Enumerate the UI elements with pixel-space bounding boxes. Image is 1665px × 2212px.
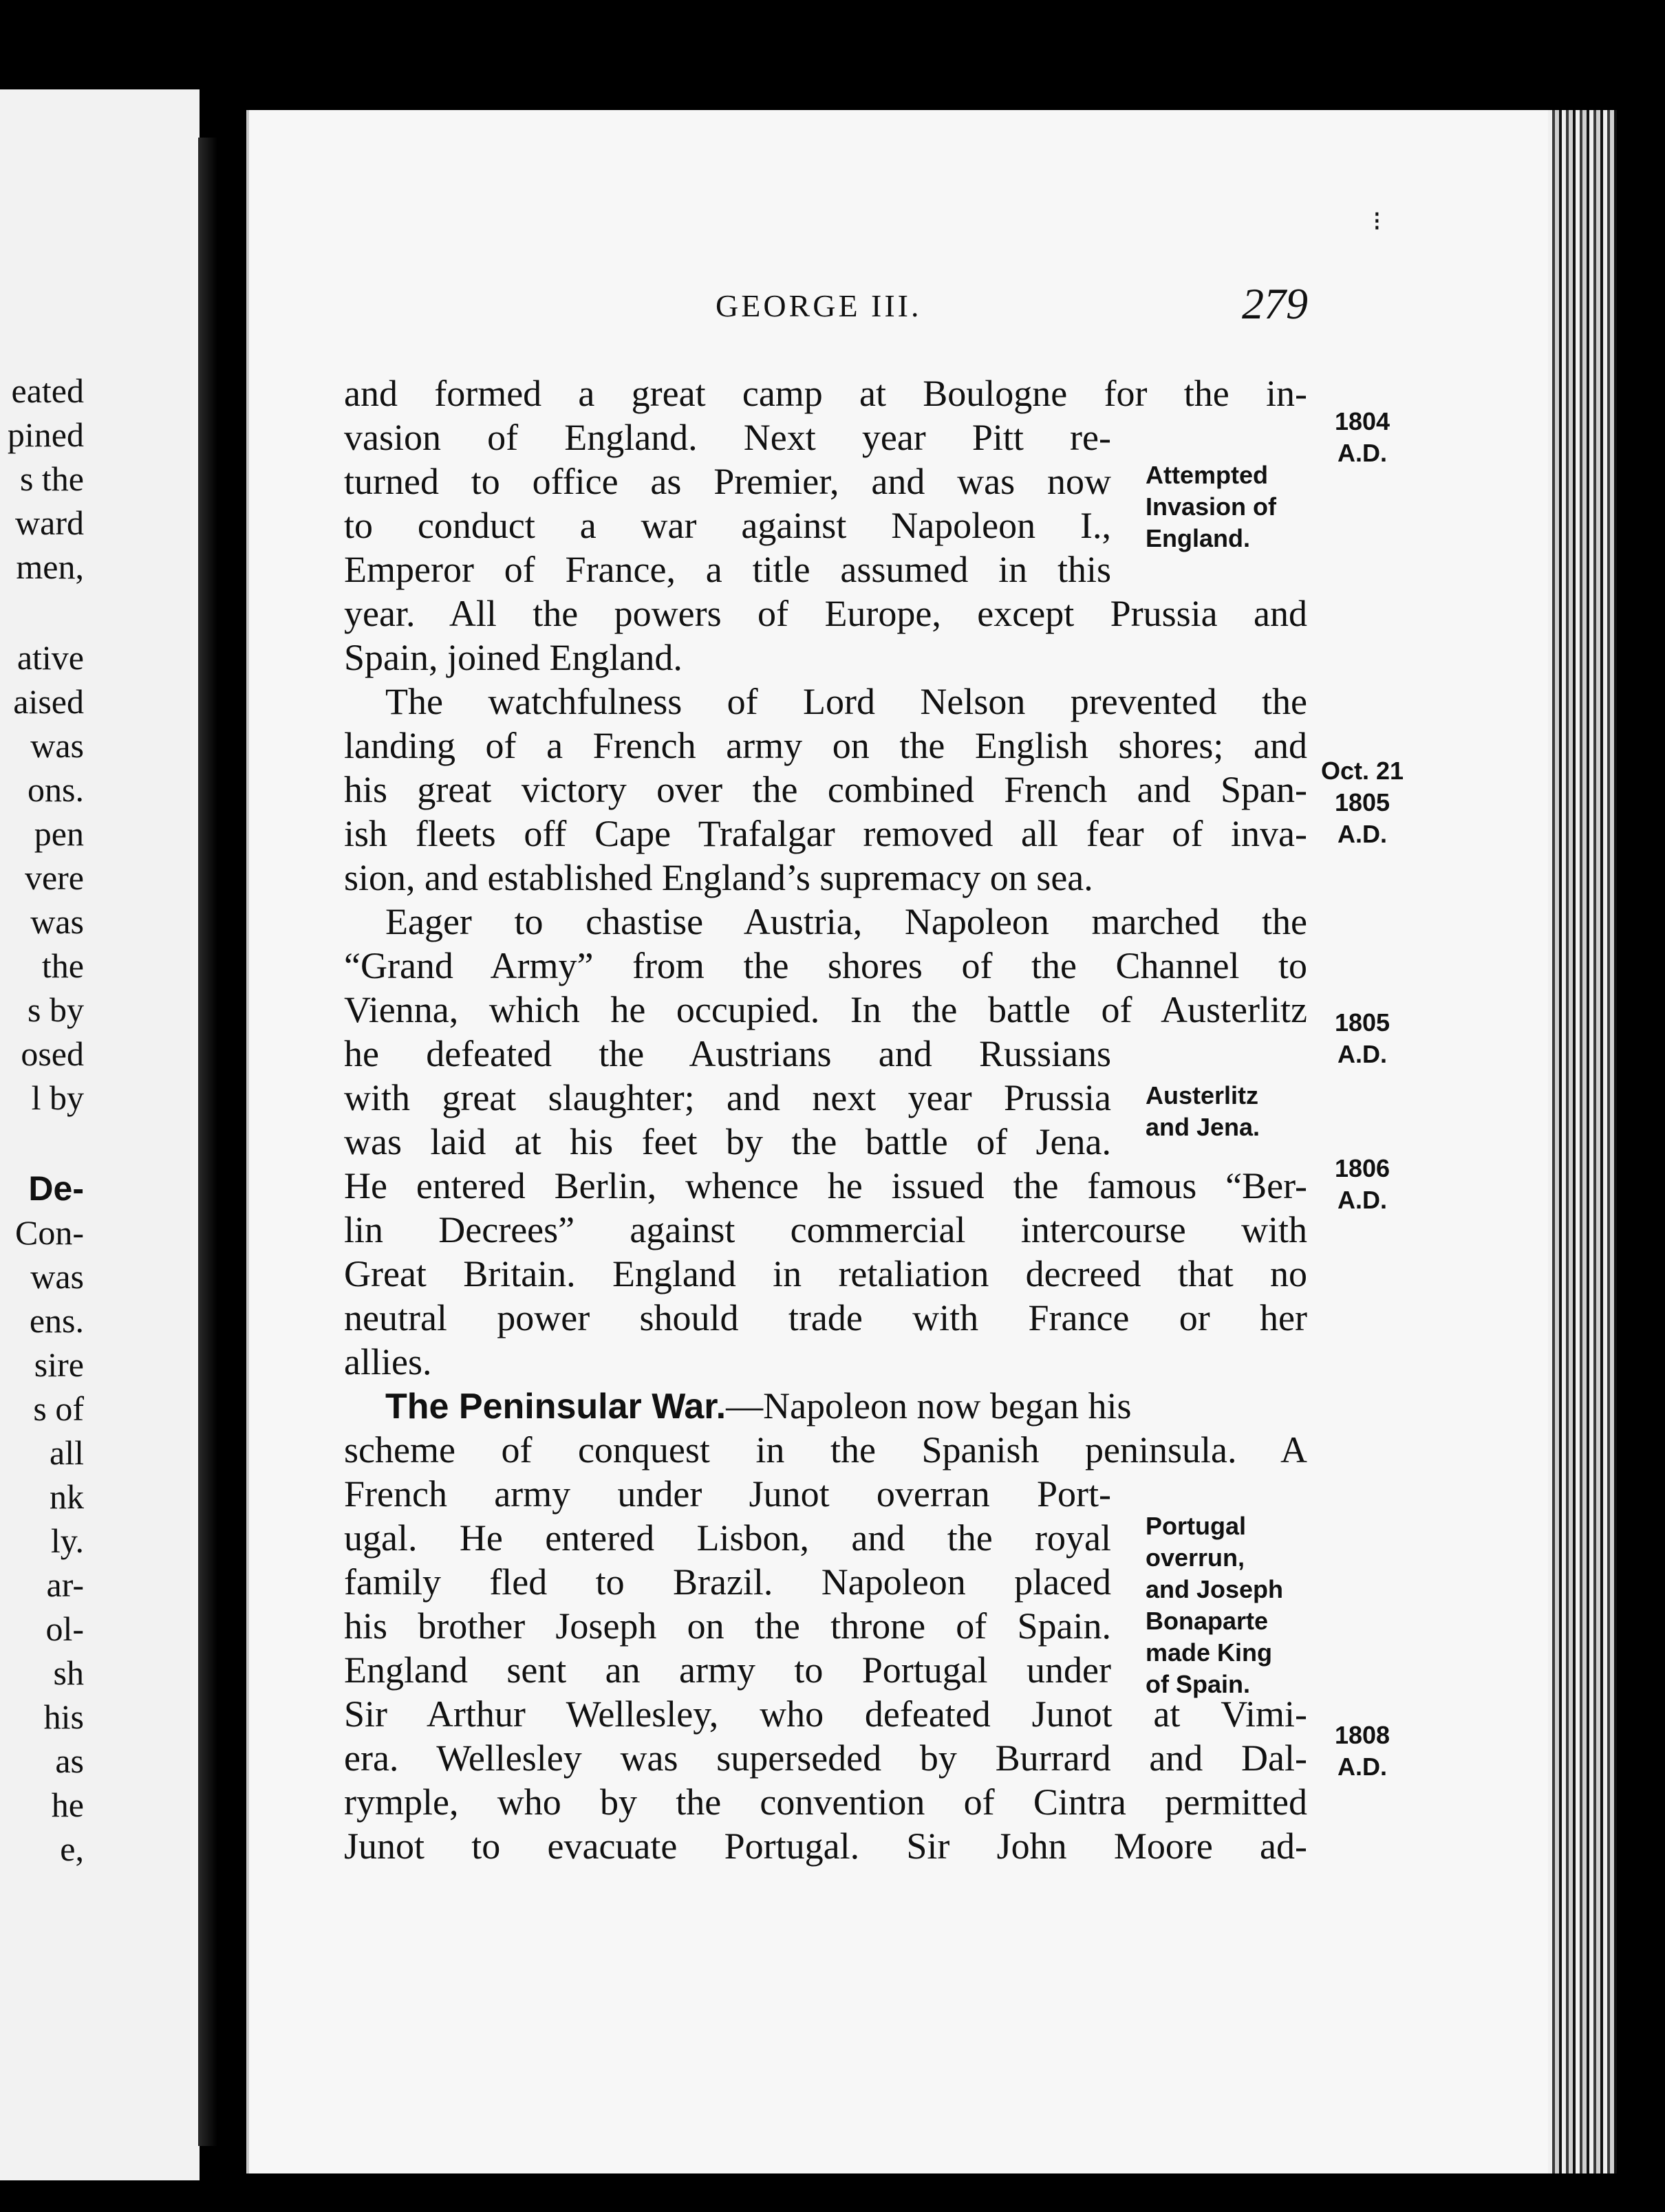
left-fragment: Con- — [15, 1213, 84, 1252]
left-fragment: as — [55, 1742, 84, 1780]
left-fragment: nk — [50, 1477, 84, 1516]
left-fragment: pined — [7, 415, 84, 454]
body-line: England sent an army to Portugal under — [344, 1649, 1111, 1691]
left-fragment: aised — [13, 682, 84, 721]
body-line: Spain, joined England. — [344, 637, 683, 678]
left-fragment: De- — [28, 1169, 84, 1208]
margin-date: Oct. 21 — [1320, 757, 1404, 785]
margin-date: A.D. — [1338, 1186, 1387, 1214]
left-fragment: ens. — [29, 1301, 84, 1340]
left-fragment: ons. — [28, 770, 84, 809]
left-fragment: eated — [11, 371, 84, 410]
book-gutter — [198, 138, 246, 2146]
page-edges — [1548, 110, 1617, 2173]
left-fragment: ol- — [45, 1609, 84, 1648]
left-fragment: he — [51, 1786, 84, 1824]
body-line: rymple, who by the convention of Cintra permitted — [344, 1781, 1307, 1823]
left-fragment: pen — [34, 814, 84, 853]
left-fragment: ward — [15, 503, 84, 542]
left-fragment: was — [30, 902, 84, 941]
left-fragment: ative — [17, 638, 84, 677]
left-fragment: s the — [19, 459, 84, 498]
left-fragment: l by — [31, 1078, 84, 1117]
margin-date: A.D. — [1338, 439, 1387, 467]
margin-note: England. — [1146, 524, 1250, 552]
body-line: to conduct a war against Napoleon I., — [344, 505, 1111, 546]
margin-date: 1804 — [1334, 407, 1390, 435]
body-line: his brother Joseph on the throne of Spain. — [344, 1605, 1111, 1647]
body-line: allies. — [344, 1341, 432, 1382]
margin-date: 1805 — [1334, 788, 1390, 816]
left-fragment: sire — [34, 1345, 84, 1384]
body-line: Eager to chastise Austria, Napoleon marched the — [385, 901, 1307, 942]
margin-note: Portugal — [1146, 1512, 1247, 1540]
left-fragment: ar- — [46, 1565, 84, 1604]
body-line: Junot to evacuate Portugal. Sir John Moore ad- — [344, 1825, 1307, 1867]
body-line: era. Wellesley was superseded by Burrard and Dal- — [344, 1737, 1307, 1779]
left-fragment: his — [43, 1698, 84, 1736]
scan-speck: ⁝ — [1373, 206, 1382, 237]
body-line: Vienna, which he occupied. In the battle of Austerlitz — [344, 989, 1307, 1030]
left-fragment: vere — [24, 858, 84, 897]
body-line: and formed a great camp at Boulogne for the in- — [344, 373, 1307, 414]
margin-note: made King — [1146, 1638, 1273, 1667]
body-line: vasion of England. Next year Pitt re- — [344, 417, 1111, 458]
margin-date: A.D. — [1338, 1753, 1387, 1781]
running-title: GEORGE III. — [716, 288, 922, 323]
margin-note: Attempted — [1146, 461, 1268, 489]
body-line: family fled to Brazil. Napoleon placed — [344, 1561, 1111, 1603]
body-line: He entered Berlin, whence he issued the famous “Ber- — [344, 1165, 1307, 1206]
body-line: —Napoleon now began his — [726, 1385, 1132, 1427]
left-fragment: e, — [60, 1830, 84, 1868]
left-fragment: the — [41, 946, 84, 985]
margin-note: and Jena. — [1146, 1113, 1260, 1141]
margin-date: A.D. — [1338, 1040, 1387, 1068]
margin-note: and Joseph — [1146, 1575, 1284, 1603]
body-line: French army under Junot overran Port- — [344, 1473, 1111, 1515]
margin-date: 1806 — [1334, 1154, 1390, 1182]
left-fragment: osed — [21, 1034, 84, 1073]
body-line: landing of a French army on the English shores; and — [344, 725, 1307, 766]
body-line: with great slaughter; and next year Prussia — [344, 1077, 1111, 1118]
left-fragment: men, — [16, 547, 84, 586]
body-line: sion, and established England’s supremacy on sea. — [344, 857, 1093, 898]
left-facing-page — [0, 89, 200, 2180]
margin-note: Bonaparte — [1146, 1607, 1269, 1635]
body-line: Great Britain. England in retaliation decreed that no — [344, 1253, 1307, 1294]
body-line: ish fleets off Cape Trafalgar removed all fear of inva- — [344, 813, 1307, 854]
left-fragment: sh — [53, 1653, 84, 1692]
body-line: Sir Arthur Wellesley, who defeated Junot at Vimi- — [344, 1693, 1307, 1735]
body-line: ugal. He entered Lisbon, and the royal — [344, 1517, 1111, 1559]
body-line: was laid at his feet by the battle of Jena. — [344, 1121, 1111, 1162]
body-line: he defeated the Austrians and Russians — [344, 1033, 1111, 1074]
margin-note: Austerlitz — [1146, 1081, 1259, 1109]
body-line: The watchfulness of Lord Nelson prevented the — [385, 681, 1307, 722]
body-line: “Grand Army” from the shores of the Channel to — [344, 945, 1307, 986]
section-first-line — [385, 1384, 1307, 1429]
body-line: Emperor of France, a title assumed in this — [344, 549, 1111, 590]
body-line: lin Decrees” against commercial intercourse with — [344, 1209, 1307, 1250]
left-fragment: all — [50, 1433, 84, 1472]
section-heading: The Peninsular War. — [385, 1387, 727, 1427]
margin-note: of Spain. — [1146, 1670, 1250, 1698]
margin-note: overrun, — [1146, 1543, 1245, 1572]
margin-date: 1808 — [1334, 1721, 1390, 1749]
body-line: year. All the powers of Europe, except Prussia and — [344, 593, 1307, 634]
body-line: neutral power should trade with France or her — [344, 1297, 1307, 1338]
margin-date: A.D. — [1338, 820, 1387, 848]
margin-note: Invasion of — [1146, 492, 1277, 521]
body-line: turned to office as Premier, and was now — [344, 461, 1111, 502]
body-line: his great victory over the combined French and Span- — [344, 769, 1307, 810]
body-line: scheme of conquest in the Spanish peninsula. A — [344, 1429, 1307, 1471]
left-fragment: was — [30, 726, 84, 765]
left-fragment: ly. — [50, 1521, 84, 1560]
left-fragment: s by — [28, 990, 84, 1029]
page-number: 279 — [1242, 279, 1308, 328]
left-fragment: was — [30, 1257, 84, 1296]
left-fragment: s of — [33, 1389, 84, 1428]
margin-date: 1805 — [1334, 1008, 1390, 1037]
